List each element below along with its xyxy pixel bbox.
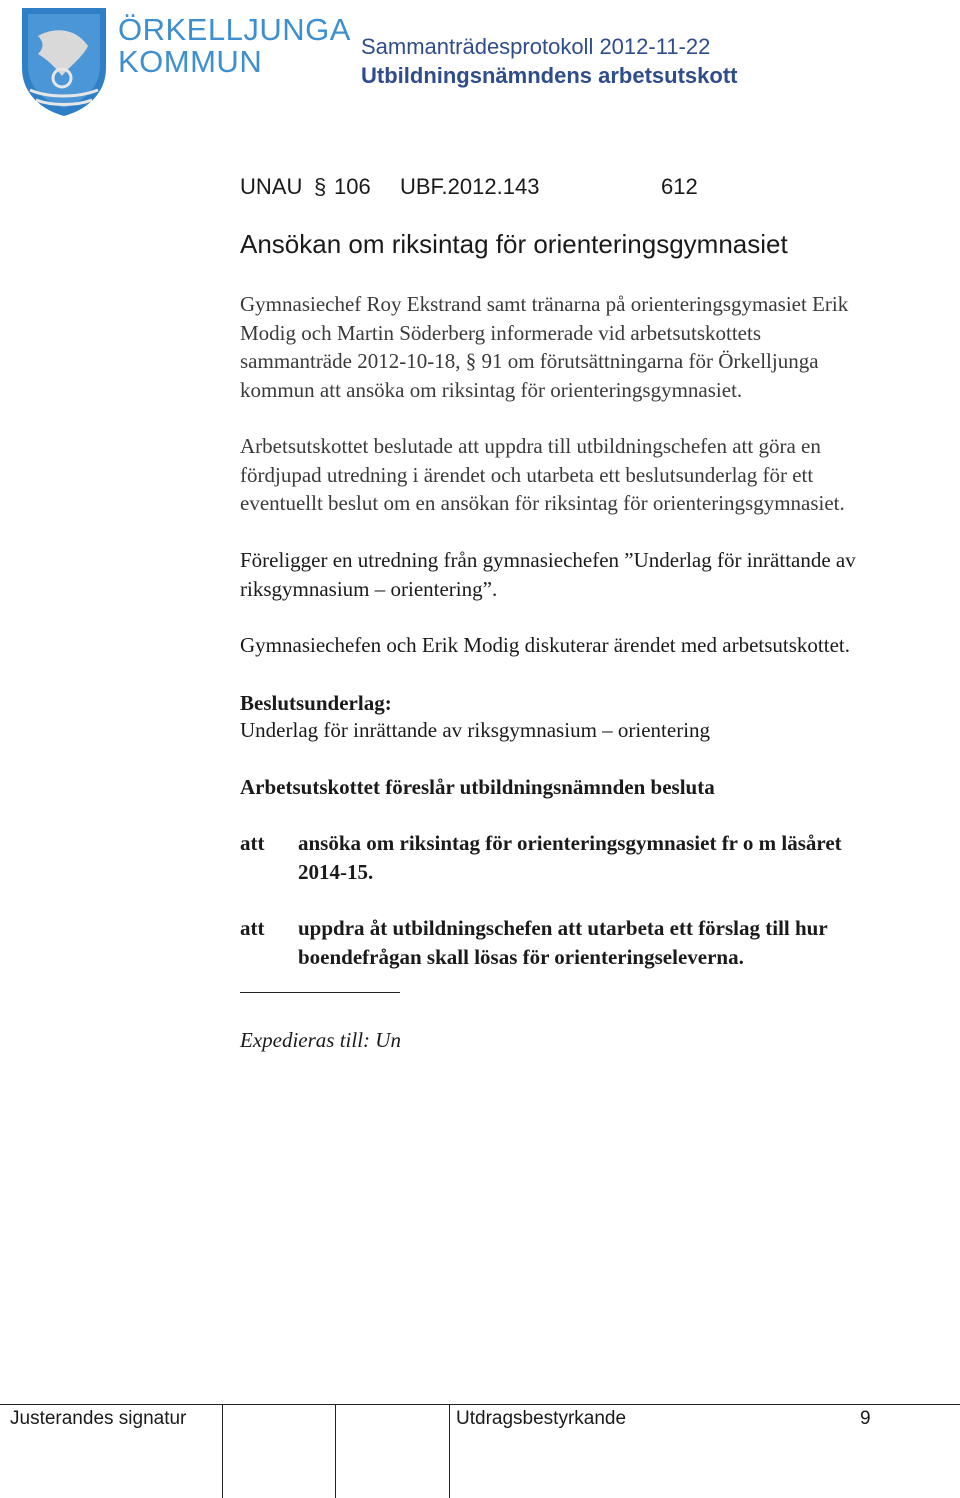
proposal-item-text — [298, 914, 828, 971]
proposal-item-text — [298, 829, 842, 886]
signature-box-divider — [222, 1404, 223, 1498]
proposal-heading: Arbetsutskottet föreslår utbildningsnämnden besluta — [240, 775, 715, 799]
extract-label: Utdragsbestyrkande — [456, 1408, 627, 1429]
paragraph-number: 106 — [334, 174, 371, 199]
signature-box-divider — [449, 1404, 450, 1498]
decision-basis-item: Underlag för inrättande av riksgymnasium – orientering — [240, 718, 711, 742]
text-line: Gymnasiechef Roy Ekstrand samt tränarna på orienteringsgymasiet Erik — [240, 292, 849, 316]
paragraph-report — [240, 546, 945, 603]
text-line: Arbetsutskottet beslutade att uppdra till utbildningschefen att göra en — [240, 434, 821, 458]
signature-label: Justerandes signatur — [10, 1408, 187, 1429]
org-name-line1: ÖRKELLJUNGA — [118, 12, 351, 47]
signature-footer — [0, 1404, 960, 1498]
case-number: UBF.2012.143 — [400, 174, 540, 199]
distribution-note: Expedieras till: Un — [240, 1028, 401, 1052]
footer-divider — [0, 1404, 960, 1405]
municipal-coat-of-arms-icon — [18, 6, 110, 118]
paragraph-background — [240, 290, 945, 404]
proposal-item-prefix: att — [240, 831, 265, 855]
text-line: uppdra åt utbildningschefen att utarbeta ett förslag till hur — [298, 916, 828, 940]
register-number: 612 — [661, 174, 698, 199]
paragraph-decision — [240, 432, 945, 518]
page-title: Ansökan om riksintag för orienteringsgymnasiet — [240, 229, 788, 259]
text-line: 2014-15. — [298, 859, 374, 884]
decision-basis-label: Beslutsunderlag: — [240, 691, 392, 715]
text-line: Modig och Martin Söderberg informerade vid arbetsutskottets — [240, 320, 762, 345]
text-line: ansöka om riksintag för orienteringsgymnasiet fr o m läsåret — [298, 831, 842, 855]
committee-name: Utbildningsnämndens arbetsutskott — [361, 63, 738, 88]
paragraph-sign: § — [314, 174, 327, 199]
section-code: UNAU — [240, 174, 303, 199]
text-line: fördjupad utredning i ärendet och utarbeta ett beslutsunderlag för ett — [240, 462, 814, 487]
text-line: kommun att ansöka om riksintag för orienteringsgymnasiet. — [240, 377, 743, 402]
text-line: Gymnasiechefen och Erik Modig diskuterar ärendet med arbetsutskottet. — [240, 633, 850, 657]
text-line: riksgymnasium – orientering”. — [240, 576, 498, 601]
text-line: eventuellt beslut om en ansökan för riksintag för orienteringsgymnasiet. — [240, 491, 845, 515]
document-title: Sammanträdesprotokoll 2012-11-22 — [361, 34, 711, 59]
text-line: Föreligger en utredning från gymnasiechefen ”Underlag för inrättande av — [240, 548, 856, 572]
signature-box-divider — [335, 1404, 336, 1498]
text-line: sammanträde 2012-10-18, § 91 om förutsättningarna för Örkelljunga — [240, 349, 819, 373]
page-number: 9 — [860, 1408, 871, 1429]
text-line: boendefrågan skall lösas för orienteringseleverna. — [298, 944, 744, 969]
divider — [240, 992, 400, 993]
paragraph-discussion — [240, 631, 945, 660]
org-name-line2: KOMMUN — [118, 44, 263, 79]
proposal-item-prefix: att — [240, 916, 265, 940]
